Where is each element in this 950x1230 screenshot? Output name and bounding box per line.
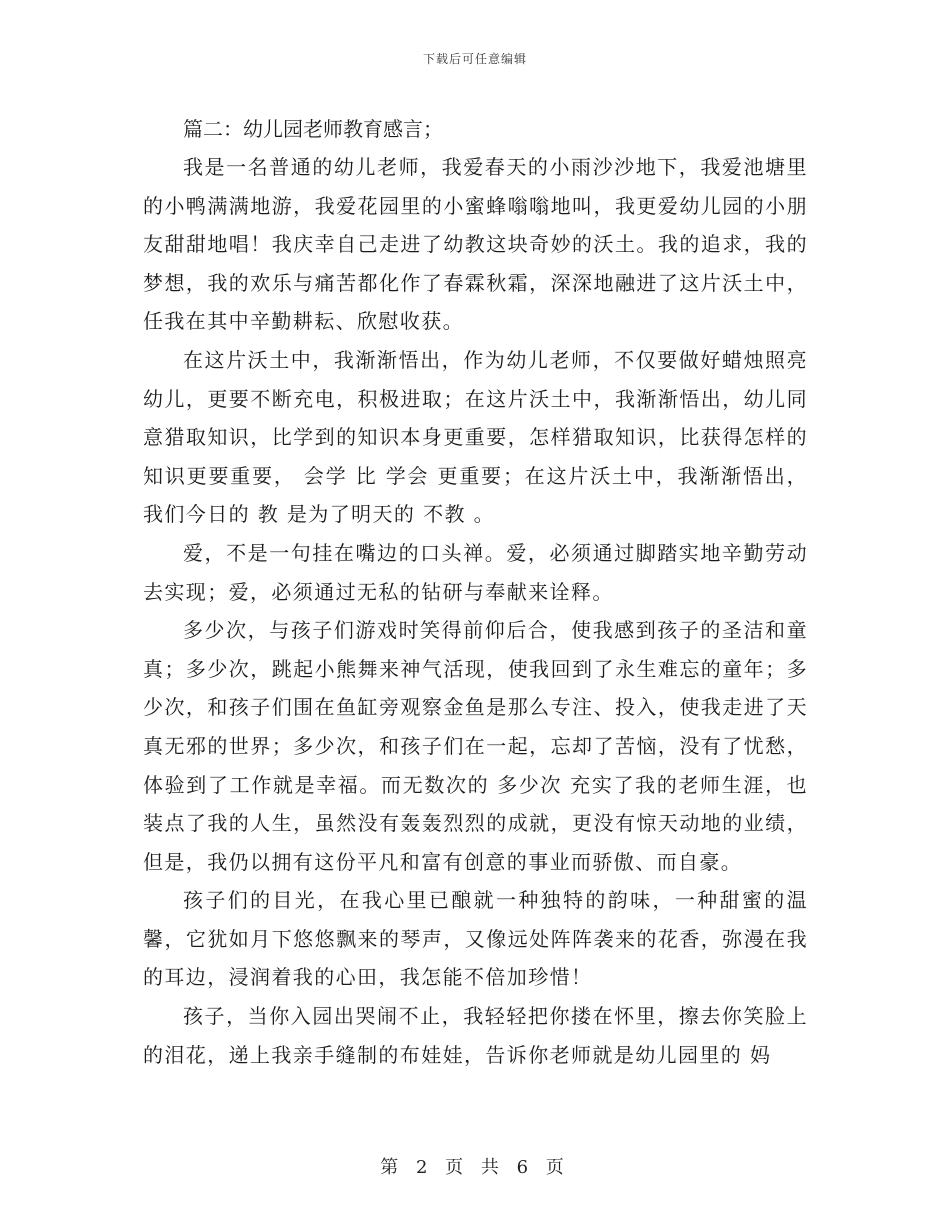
document-body (143, 110, 808, 1074)
paragraph-6: 孩子，当你入园出哭闹不止，我轻轻把你搂在怀里，擦去你笑脸上的泪花，递上我亲手缝制的布娃娃，告诉你老师就是幼儿园里的 妈 (143, 1004, 808, 1067)
paragraph-5: 孩子们的目光，在我心里已酿就一种独特的韵味，一种甜蜜的温馨，它犹如月下悠悠飘来的琴声，又像远处阵阵袭来的花香，弥漫在我的耳边，浸润着我的心田，我怎能不倍加珍惜！ (143, 888, 808, 990)
paragraph-1: 我是一名普通的幼儿老师，我爱春天的小雨沙沙地下，我爱池塘里的小鸭满满地游，我爱花园里的小蜜蜂嗡嗡地叫，我更爱幼儿园的小朋友甜甜地唱！我庆幸自己走进了幼教这块奇妙的沃土。我的追求，我的梦想，我的欢乐与痛苦都化作了春霖秋霜，深深地融进了这片沃土中，任我在其中辛勤耕耘、欣慰收获。 (143, 155, 808, 334)
paragraph-4: 多少次，与孩子们游戏时笑得前仰后合，使我感到孩子的圣洁和童真；多少次，跳起小熊舞来神气活现，使我回到了永生难忘的童年；多少次，和孩子们围在鱼缸旁观察金鱼是那么专注、投入，使我走进了天真无邪的世界；多少次，和孩子们在一起，忘却了苦恼，没有了忧愁，体验到了工作就是幸福。而无数次的 多少次 充实了我的老师生涯，也装点了我的人生，虽然没有轰轰烈烈的成就，更没有惊天动地的业绩，但是，我仍以拥有这份平凡和富有创意的事业而骄傲、而自豪。 (143, 618, 808, 874)
paragraph-3: 爱，不是一句挂在嘴边的口头禅。爱，必须通过脚踏实地辛勤劳动去实现；爱，必须通过无私的钻研与奉献来诠释。 (143, 540, 808, 604)
paragraph-2: 在这片沃土中，我渐渐悟出，作为幼儿老师，不仅要做好蜡烛照亮幼儿，更要不断充电，积极进取；在这片沃土中，我渐渐悟出，幼儿同意猎取知识，比学到的知识本身更重要，怎样猎取知识，比获得怎样的知识更要重要， 会学 比 学会 更重要；在这片沃土中，我渐渐悟出，我们今日的 教 是为了明天的 不教 。 (143, 347, 808, 527)
page-header: 下载后可任意编辑 (422, 52, 527, 66)
section-title: 篇二：幼儿园老师教育感言； (183, 117, 443, 141)
page-footer: 第 2 页 共 6 页 (380, 1157, 570, 1178)
